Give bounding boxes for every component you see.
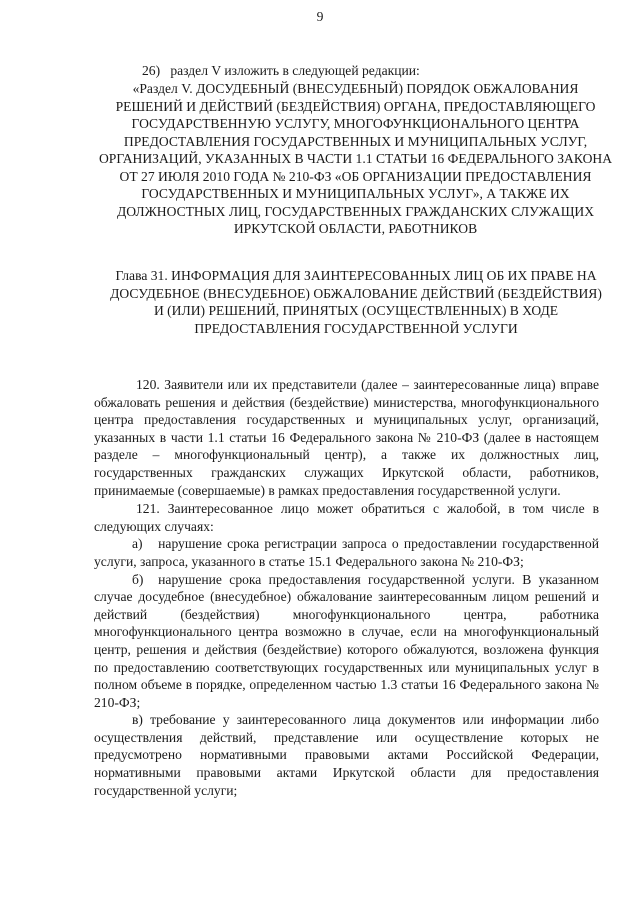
paragraph-120: 120. Заявители или их представители (далее – заинтересованные лица) вправе обжаловать решения и действия (бездействие) министерства, многофункционального центра предоставления государственных и муниципальных услуг, организаций, указанных в части 1.1 статьи 16 Федерального закона № 210-ФЗ (далее в настоящем разделе – многофункциональный центр), а также их должностных лиц, государственных гражданских служащих Иркутской области, работников, принимаемые (совершаемые) в рамках предоставления государственной услуги. (94, 377, 599, 498)
section-title: «Раздел V. ДОСУДЕБНЫЙ (ВНЕСУДЕБНЫЙ) ПОРЯДОК ОБЖАЛОВАНИЯ РЕШЕНИЙ И ДЕЙСТВИЙ (БЕЗДЕЙСТВИЯ) ОРГАНА, ПРЕДОСТАВЛЯЮЩЕГО ГОСУДАРСТВЕННУЮ УСЛУГУ, МНОГОФУНКЦИОНАЛЬНОГО ЦЕНТРА ПРЕДОСТАВЛЕНИЯ ГОСУДАРСТВЕННЫХ И МУНИЦИПАЛЬНЫХ УСЛУГ, ОРГАНИЗАЦИЙ, УКАЗАННЫХ В ЧАСТИ 1.1 СТАТЬИ 16 ФЕДЕРАЛЬНОГО ЗАКОНА ОТ 27 ИЮЛЯ 2010 ГОДА № 210-ФЗ «ОБ ОРГАНИЗАЦИИ ПРЕДОСТАВЛЕНИЯ ГОСУДАРСТВЕННЫХ И МУНИЦИПАЛЬНЫХ УСЛУГ», А ТАКЖЕ ИХ ДОЛЖНОСТНЫХ ЛИЦ, ГОСУДАРСТВЕННЫХ ГРАЖДАНСКИХ СЛУЖАЩИХ ИРКУТСКОЙ ОБЛАСТИ, РАБОТНИКОВ (98, 81, 613, 236)
page-number: 9 (316, 9, 324, 24)
amendment-intro: 26) раздел V изложить в следующей редакции: (142, 63, 420, 78)
chapter-title: Глава 31. ИНФОРМАЦИЯ ДЛЯ ЗАИНТЕРЕСОВАННЫХ ЛИЦ ОБ ИХ ПРАВЕ НА ДОСУДЕБНОЕ (ВНЕСУДЕБНОЕ) ОБЖАЛОВАНИЕ ДЕЙСТВИЙ (БЕЗДЕЙСТВИЯ) И (ИЛИ) РЕШЕНИЙ, ПРИНЯТЫХ (ОСУЩЕСТВЛЕННЫХ) В ХОДЕ ПРЕДОСТАВЛЕНИЯ ГОСУДАРСТВЕННОЙ УСЛУГИ (110, 268, 602, 336)
list-item-v: в) требование у заинтересованного лица документов или информации либо осуществления действий, представление или осуществление которых не предусмотрено нормативными правовыми актами Российской Федерации, нормативными правовыми актами Иркутской области для предоставления государственной услуги; (94, 712, 599, 798)
list-item-b: б) нарушение срока предоставления государственной услуги. В указанном случае досудебное (внесудебное) обжалование заинтересованным лицом решений и действий (бездействия) многофункционального центра, работника многофункционального центра возможно в случае, если на многофункциональный центр, решения и действия (бездействие) которого обжалуются, возложена функция по предоставлению соответствующих государственных или муниципальных услуг в полном объеме в порядке, определенном частью 1.3 статьи 16 Федерального закона № 210-ФЗ; (94, 571, 599, 710)
list-item-a: а) нарушение срока регистрации запроса о предоставлении государственной услуги, запроса, указанного в статье 15.1 Федерального закона № 210-ФЗ; (94, 536, 599, 569)
document-body (94, 376, 599, 799)
paragraph-121: 121. Заинтересованное лицо может обратиться с жалобой, в том числе в следующих случаях: (94, 501, 599, 534)
